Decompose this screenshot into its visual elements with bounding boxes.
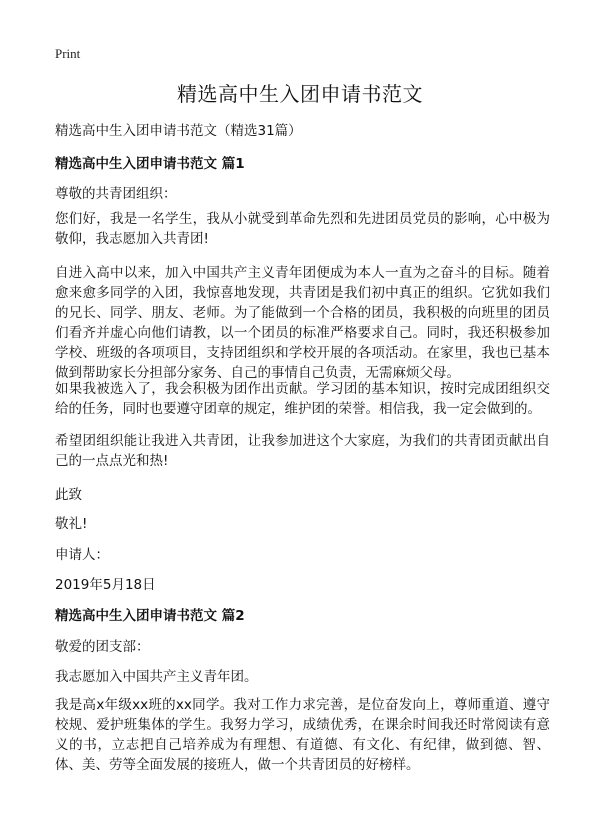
paragraph: 您们好，我是一名学生，我从小就受到革命先烈和先进团员党员的影响，心中极为敬仰，我志愿加入共青团!	[55, 211, 550, 247]
section-heading: 精选高中生入团申请书范文 篇2	[55, 608, 245, 624]
signature-line: 申请人：	[55, 547, 109, 563]
closing-line: 此致	[55, 487, 82, 503]
salutation: 敬爱的团支部：	[55, 639, 150, 655]
document-subtitle: 精选高中生入团申请书范文（精选31篇）	[55, 123, 302, 139]
salutation: 尊敬的共青团组织：	[55, 186, 177, 202]
paragraph: 我是高x年级xx班的xx同学。我对工作力求完善，是位奋发向上，尊师重道、遵守校规、爱护班集体的学生。我努力学习，成绩优秀，在课余时间我还时常阅读有意义的书，立志把自己培养成为有理想、有道德、有文化、有纪律，做到德、智、体、美、劳等全面发展的接班人，做一个共青团员的好榜样。	[55, 697, 550, 773]
regards-line: 敬礼!	[55, 516, 88, 532]
print-link[interactable]: Print	[55, 46, 81, 61]
section-heading: 精选高中生入团申请书范文 篇1	[55, 156, 245, 172]
paragraph: 我志愿加入中国共产主义青年团。	[55, 669, 258, 685]
paragraph: 希望团组织能让我进入共青团，让我参加进这个大家庭，为我们的共青团贡献出自己的一点点光和热!	[55, 433, 550, 469]
paragraph: 如果我被选入了，我会积极为团作出贡献。学习团的基本知识，按时完成团组织交给的任务，同时也要遵守团章的规定，维护团的荣誉。相信我，我一定会做到的。	[55, 381, 550, 417]
paragraph: 自进入高中以来，加入中国共产主义青年团便成为本人一直为之奋斗的目标。随着愈来愈多同学的入团，我惊喜地发现，共青团是我们初中真正的组织。它犹如我们的兄长、同学、朋友、老师。为了能做到一个合格的团员，我积极的向班里的团员们看齐并虚心向他们请教，以一个团员的标准严格要求自己。同时，我还积极参加学校、班级的各项项目，支持团组织和学校开展的各项活动。在家里，我也已基本做到帮助家长分担部分家务、自己的事情自己负责，无需麻烦父母。	[55, 265, 550, 381]
page-title: 精选高中生入团申请书范文	[177, 82, 423, 106]
date-line: 2019年5月18日	[55, 577, 156, 593]
